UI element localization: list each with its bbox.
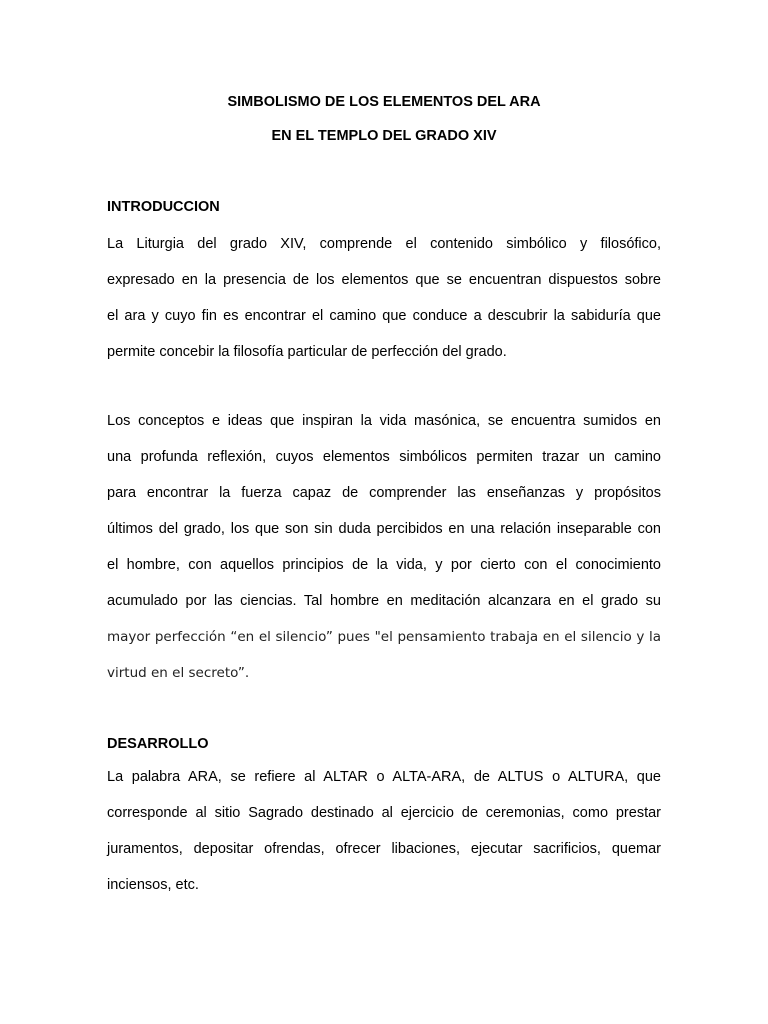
paragraph-line: últimos del grado, los que son sin duda percibidos en una relación inseparable con [107,521,661,537]
paragraph-line: el hombre, con aquellos principios de la vida, y por cierto con el conocimiento [107,557,661,573]
section-heading-introduccion: INTRODUCCION [107,199,220,215]
paragraph-line: corresponde al sitio Sagrado destinado al ejercicio de ceremonias, como prestar [107,805,661,821]
paragraph-line: inciensos, etc. [107,877,199,893]
section-heading-desarrollo: DESARROLLO [107,736,209,752]
paragraph-line: mayor perfección “en el silencio” pues "el pensamiento trabaja en el silencio y la [107,629,661,645]
paragraph-line: el ara y cuyo fin es encontrar el camino que conduce a descubrir la sabiduría que [107,308,661,324]
paragraph-conceptos [107,403,661,691]
paragraph-line: virtud en el secreto”. [107,665,250,681]
paragraph-intro [107,226,661,370]
paragraph-line: expresado en la presencia de los elementos que se encuentran dispuestos sobre [107,272,661,288]
document-title-line-2: EN EL TEMPLO DEL GRADO XIV [271,128,497,144]
paragraph-line: para encontrar la fuerza capaz de comprender las enseñanzas y propósitos [107,485,661,501]
paragraph-line: una profunda reflexión, cuyos elementos simbólicos permiten trazar un camino [107,449,661,465]
paragraph-line: permite concebir la filosofía particular de perfección del grado. [107,344,507,360]
paragraph-line: La palabra ARA, se refiere al ALTAR o ALTA-ARA, de ALTUS o ALTURA, que [107,769,661,785]
paragraph-line: juramentos, depositar ofrendas, ofrecer libaciones, ejecutar sacrificios, quemar [107,841,661,857]
paragraph-line: acumulado por las ciencias. Tal hombre en meditación alcanzara en el grado su [107,593,661,609]
document-title-line-1: SIMBOLISMO DE LOS ELEMENTOS DEL ARA [227,94,541,110]
paragraph-line: Los conceptos e ideas que inspiran la vida masónica, se encuentra sumidos en [107,413,661,429]
paragraph-desarrollo [107,759,661,903]
paragraph-line: La Liturgia del grado XIV, comprende el contenido simbólico y filosófico, [107,236,661,252]
